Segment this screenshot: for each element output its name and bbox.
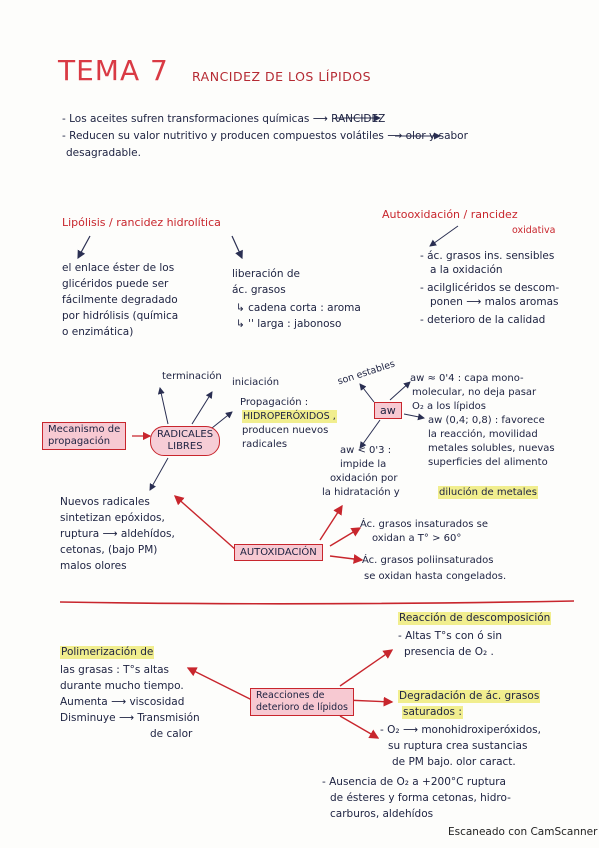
- aw-dilucion: dilución de metales: [439, 487, 537, 498]
- degradacion-heading-2: saturados :: [403, 706, 462, 718]
- propagacion-4: radicales: [242, 439, 288, 450]
- descomposicion-2: presencia de O₂ .: [404, 646, 494, 658]
- autox-item-4: ponen ⟶ malos aromas: [430, 296, 559, 308]
- aw-item-1: aw ≈ 0'4 : capa mono-: [410, 373, 524, 384]
- degradacion-5: de ésteres y forma cetonas, hidro-: [330, 792, 511, 804]
- terminacion-label: terminación: [162, 371, 222, 382]
- autoxidacion-heading-2: oxidativa: [512, 225, 556, 236]
- aw-item-4: aw (0,4; 0,8) : favorece: [428, 415, 545, 426]
- nuevos-radicales-5: malos olores: [60, 560, 127, 572]
- degradacion-3: de PM bajo. olor caract.: [392, 756, 516, 768]
- autoxidacion-heading: Autooxidación / rancidez: [382, 208, 518, 221]
- lipolisis-right-1: liberación de: [232, 268, 300, 280]
- aw-item-2: molecular, no deja pasar: [412, 387, 537, 398]
- aw-low-4: la hidratación y: [322, 487, 400, 498]
- lipolisis-right-4: ↳ '' larga : jabonoso: [236, 318, 342, 330]
- camscanner-footer: Escaneado con CamScanner: [448, 826, 598, 838]
- title-subtitle: RANCIDEZ DE LOS LÍPIDOS: [192, 69, 372, 84]
- lipolisis-heading: Lipólisis / rancidez hidrolítica: [62, 216, 221, 229]
- autox-item-3: - acilglicéridos se descom-: [420, 282, 560, 294]
- descomposicion-heading: Reacción de descomposición: [399, 612, 551, 624]
- nuevos-radicales-4: cetonas, (bajo PM): [60, 544, 158, 556]
- lipolisis-right-3: ↳ cadena corta : aroma: [236, 302, 361, 314]
- aw-box: aw: [374, 402, 402, 419]
- radicales-libres-cloud: [150, 426, 220, 456]
- autox-item-1: - ác. grasos ins. sensibles: [420, 250, 555, 262]
- propagacion-3: producen nuevos: [242, 425, 329, 436]
- polimerizacion-1: Polimerización de: [61, 646, 154, 658]
- reacciones-line-2: deterioro de lípidos: [256, 702, 348, 713]
- aw-item-3: O₂ a los lípidos: [412, 401, 487, 412]
- autox-item-2: a la oxidación: [430, 264, 503, 276]
- reacciones-box: [250, 688, 354, 716]
- mecanismo-label-1: Mecanismo de: [48, 424, 121, 435]
- nuevos-radicales-1: Nuevos radicales: [60, 496, 150, 508]
- intro-line-2: - Reducen su valor nutritivo y producen compuestos volátiles ⟶ olor y sabor: [62, 130, 468, 142]
- polimerizacion-3: durante mucho tiempo.: [60, 680, 184, 692]
- propagacion-1: Propagación :: [240, 397, 309, 408]
- polimerizacion-5: Disminuye ⟶ Transmisión: [60, 712, 200, 724]
- polimerizacion-6: de calor: [150, 728, 193, 740]
- insaturados-2: oxidan a T° > 60°: [372, 533, 462, 544]
- mecanismo-label: [42, 422, 126, 450]
- aw-item-5: la reacción, movilidad: [428, 429, 538, 440]
- aw-low-3: oxidación por: [330, 473, 398, 484]
- insaturados-1: Ác. grasos insaturados se: [360, 519, 488, 530]
- intro-line-3: desagradable.: [66, 147, 141, 159]
- polimerizacion-4: Aumenta ⟶ viscosidad: [60, 696, 185, 708]
- lipolisis-left-4: por hidrólisis (química: [62, 310, 179, 322]
- propagacion-2: HIDROPERÓXIDOS ,: [243, 411, 336, 422]
- poliinsaturados-1: Ác. grasos poliinsaturados: [362, 555, 494, 566]
- poliinsaturados-2: se oxidan hasta congelados.: [364, 571, 507, 582]
- autoxidacion-box: AUTOXIDACIÓN: [234, 544, 323, 561]
- degradacion-1: - O₂ ⟶ monohidroxiperóxidos,: [380, 724, 541, 736]
- lipolisis-left-5: o enzimática): [62, 326, 134, 338]
- aw-item-7: superficies del alimento: [428, 457, 548, 468]
- degradacion-6: carburos, aldehídos: [330, 808, 434, 820]
- aw-item-6: metales solubles, nuevas: [428, 443, 555, 454]
- lipolisis-left-3: fácilmente degradado: [62, 294, 178, 306]
- aw-low-2: impide la: [340, 459, 387, 470]
- nuevos-radicales-3: ruptura ⟶ aldehídos,: [60, 528, 175, 540]
- degradacion-4: - Ausencia de O₂ a +200°C ruptura: [322, 776, 506, 788]
- autox-item-5: - deterioro de la calidad: [420, 314, 546, 326]
- son-estables-label: son estables: [336, 358, 397, 388]
- radicales-line-2: LIBRES: [167, 441, 203, 452]
- degradacion-2: su ruptura crea sustancias: [388, 740, 528, 752]
- intro-line-1: - Los aceites sufren transformaciones químicas ⟶ RANCIDEZ: [62, 113, 386, 125]
- nuevos-radicales-2: sintetizan epóxidos,: [60, 512, 165, 524]
- lipolisis-left-2: glicéridos puede ser: [62, 278, 169, 290]
- lipolisis-left-1: el enlace éster de los: [62, 262, 175, 274]
- title-tema: TEMA 7: [58, 54, 169, 87]
- lipolisis-right-2: ác. grasos: [232, 284, 286, 296]
- descomposicion-1: - Altas T°s con ó sin: [398, 630, 503, 642]
- reacciones-line-1: Reacciones de: [256, 690, 325, 701]
- radicales-line-1: RADICALES: [157, 429, 214, 440]
- polimerizacion-2: las grasas : T°s altas: [60, 664, 170, 676]
- iniciacion-label: iniciación: [232, 377, 280, 388]
- degradacion-heading: Degradación de ác. grasos: [399, 690, 540, 702]
- aw-low-1: aw < 0'3 :: [340, 445, 392, 456]
- mecanismo-label-2: propagación: [48, 436, 111, 447]
